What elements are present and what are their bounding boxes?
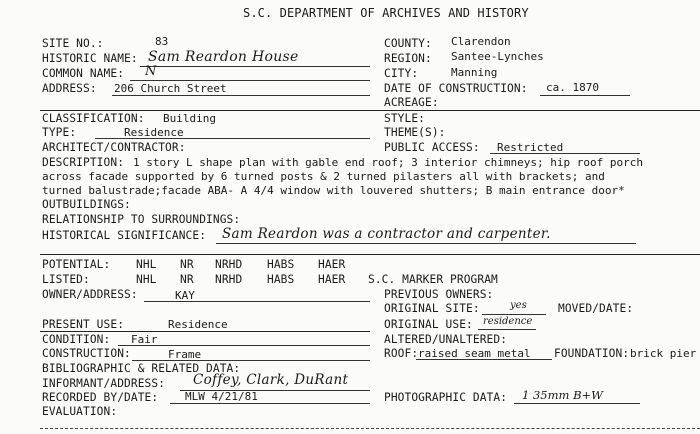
listed-label: LISTED: (42, 273, 90, 286)
site-no-value: 83 (155, 35, 169, 48)
condition-label: CONDITION: (42, 333, 111, 346)
recorded-by-value: MLW 4/21/81 (185, 390, 258, 403)
listed-option-habs: HABS (267, 273, 295, 286)
outbuildings-label: OUTBUILDINGS: (42, 198, 131, 211)
common-name-label: COMMON NAME: (42, 67, 125, 80)
description-line3: turned balustrade;facade ABA- A 4/4 window with louvered shutters; B main entrance door* (42, 184, 625, 197)
region-label: REGION: (384, 52, 432, 65)
original-use-label: ORIGINAL USE: (384, 318, 473, 331)
potential-option-nhl: NHL (136, 258, 157, 271)
roof-label: ROOF: (384, 347, 419, 360)
construction-underline (132, 360, 370, 361)
photographic-data-underline (514, 403, 640, 404)
historical-significance-label: HISTORICAL SIGNIFICANCE: (42, 229, 207, 242)
architect-label: ARCHITECT/CONTRACTOR: (42, 141, 186, 154)
potential-option-habs: HABS (267, 258, 295, 271)
region-value: Santee-Lynches (451, 50, 544, 63)
type-value: Residence (124, 126, 184, 139)
historical-significance-value: Sam Reardon was a contractor and carpenter. (222, 226, 551, 242)
condition-value: Fair (131, 333, 158, 346)
listed-option-nr: NR (180, 273, 194, 286)
divider (40, 331, 370, 332)
previous-owners-label: PREVIOUS OWNERS: (384, 288, 494, 301)
divider (40, 110, 700, 111)
description-line1: 1 story L shape plan with gable end roof; 3 interior chimneys; hip roof porch (133, 156, 643, 169)
recorded-by-underline (170, 403, 370, 404)
condition-underline (118, 345, 370, 346)
common-name-value: N (145, 64, 157, 79)
potential-option-nrhd: NRHD (215, 258, 243, 271)
date-value: ca. 1870 (546, 81, 599, 94)
acreage-label: ACREAGE: (384, 96, 439, 109)
marker-program-label: S.C. MARKER PROGRAM (368, 273, 498, 286)
historical-significance-underline (216, 243, 636, 244)
city-value: Manning (451, 66, 498, 79)
recorded-by-label: RECORDED BY/DATE: (42, 391, 159, 404)
public-access-label: PUBLIC ACCESS: (384, 141, 480, 154)
divider (40, 254, 700, 255)
owner-label: OWNER/ADDRESS: (42, 288, 138, 301)
type-label: TYPE: (42, 126, 77, 139)
photographic-data-label: PHOTOGRAPHIC DATA: (384, 391, 508, 404)
address-label: ADDRESS: (42, 82, 97, 95)
listed-option-nhl: NHL (136, 273, 157, 286)
photographic-data-value: 1 35mm B+W (522, 388, 603, 402)
city-label: CITY: (384, 67, 419, 80)
form-header: S.C. DEPARTMENT OF ARCHIVES AND HISTORY (243, 6, 529, 20)
description-line2: across facade supported by 6 turned posts & 2 turned pilasters all with brackets; and (42, 170, 605, 183)
public-access-value: Restricted (497, 141, 564, 154)
relationship-label: RELATIONSHIP TO SURROUNDINGS: (42, 213, 241, 226)
altered-label: ALTERED/UNALTERED: (384, 333, 508, 346)
foundation-label: FOUNDATION: (554, 347, 630, 360)
original-site-underline (482, 314, 546, 315)
moved-date-label: MOVED/DATE: (558, 302, 634, 315)
listed-option-nrhd: NRHD (215, 273, 243, 286)
original-use-underline (478, 329, 536, 330)
classification-label: CLASSIFICATION: (42, 112, 145, 125)
roof-underline (416, 359, 552, 360)
bibliographic-label: BIBLIOGRAPHIC & RELATED DATA: (42, 362, 241, 375)
construction-label: CONSTRUCTION: (42, 347, 131, 360)
potential-option-nr: NR (180, 258, 194, 271)
date-underline (540, 95, 630, 96)
owner-underline (144, 301, 370, 302)
county-value: Clarendon (451, 35, 511, 48)
owner-value: KAY (175, 289, 195, 302)
style-label: STYLE: (384, 112, 426, 125)
potential-label: POTENTIAL: (42, 258, 111, 271)
common-name-underline (130, 80, 370, 81)
date-label: DATE OF CONSTRUCTION: (384, 82, 528, 95)
evaluation-label: EVALUATION: (42, 405, 118, 418)
historic-name-label: HISTORIC NAME: (42, 52, 138, 65)
county-label: COUNTY: (384, 37, 432, 50)
present-use-label: PRESENT USE: (42, 318, 125, 331)
informant-value: Coffey, Clark, DuRant (193, 372, 349, 388)
classification-value: Building (163, 112, 216, 125)
site-no-label: SITE NO.: (42, 37, 104, 50)
address-underline (112, 95, 370, 96)
roof-value: raised seam metal (418, 347, 531, 360)
type-underline (95, 138, 370, 139)
themes-label: THEME(S): (384, 126, 446, 139)
historic-name-value: Sam Reardon House (148, 49, 299, 65)
foundation-value: brick pier (630, 347, 697, 360)
construction-value: Frame (168, 348, 202, 361)
listed-option-haer: HAER (318, 273, 346, 286)
informant-label: INFORMANT/ADDRESS: (42, 377, 166, 390)
original-use-value: residence (483, 316, 533, 327)
historic-name-underline (140, 66, 370, 67)
address-value: 206 Church Street (114, 82, 227, 95)
present-use-value: Residence (168, 318, 228, 331)
public-access-underline (490, 153, 640, 154)
bottom-divider (40, 428, 700, 429)
original-site-value: yes (510, 300, 527, 311)
potential-option-haer: HAER (318, 258, 346, 271)
description-label: DESCRIPTION: (42, 156, 125, 169)
original-site-label: ORIGINAL SITE: (384, 302, 480, 315)
